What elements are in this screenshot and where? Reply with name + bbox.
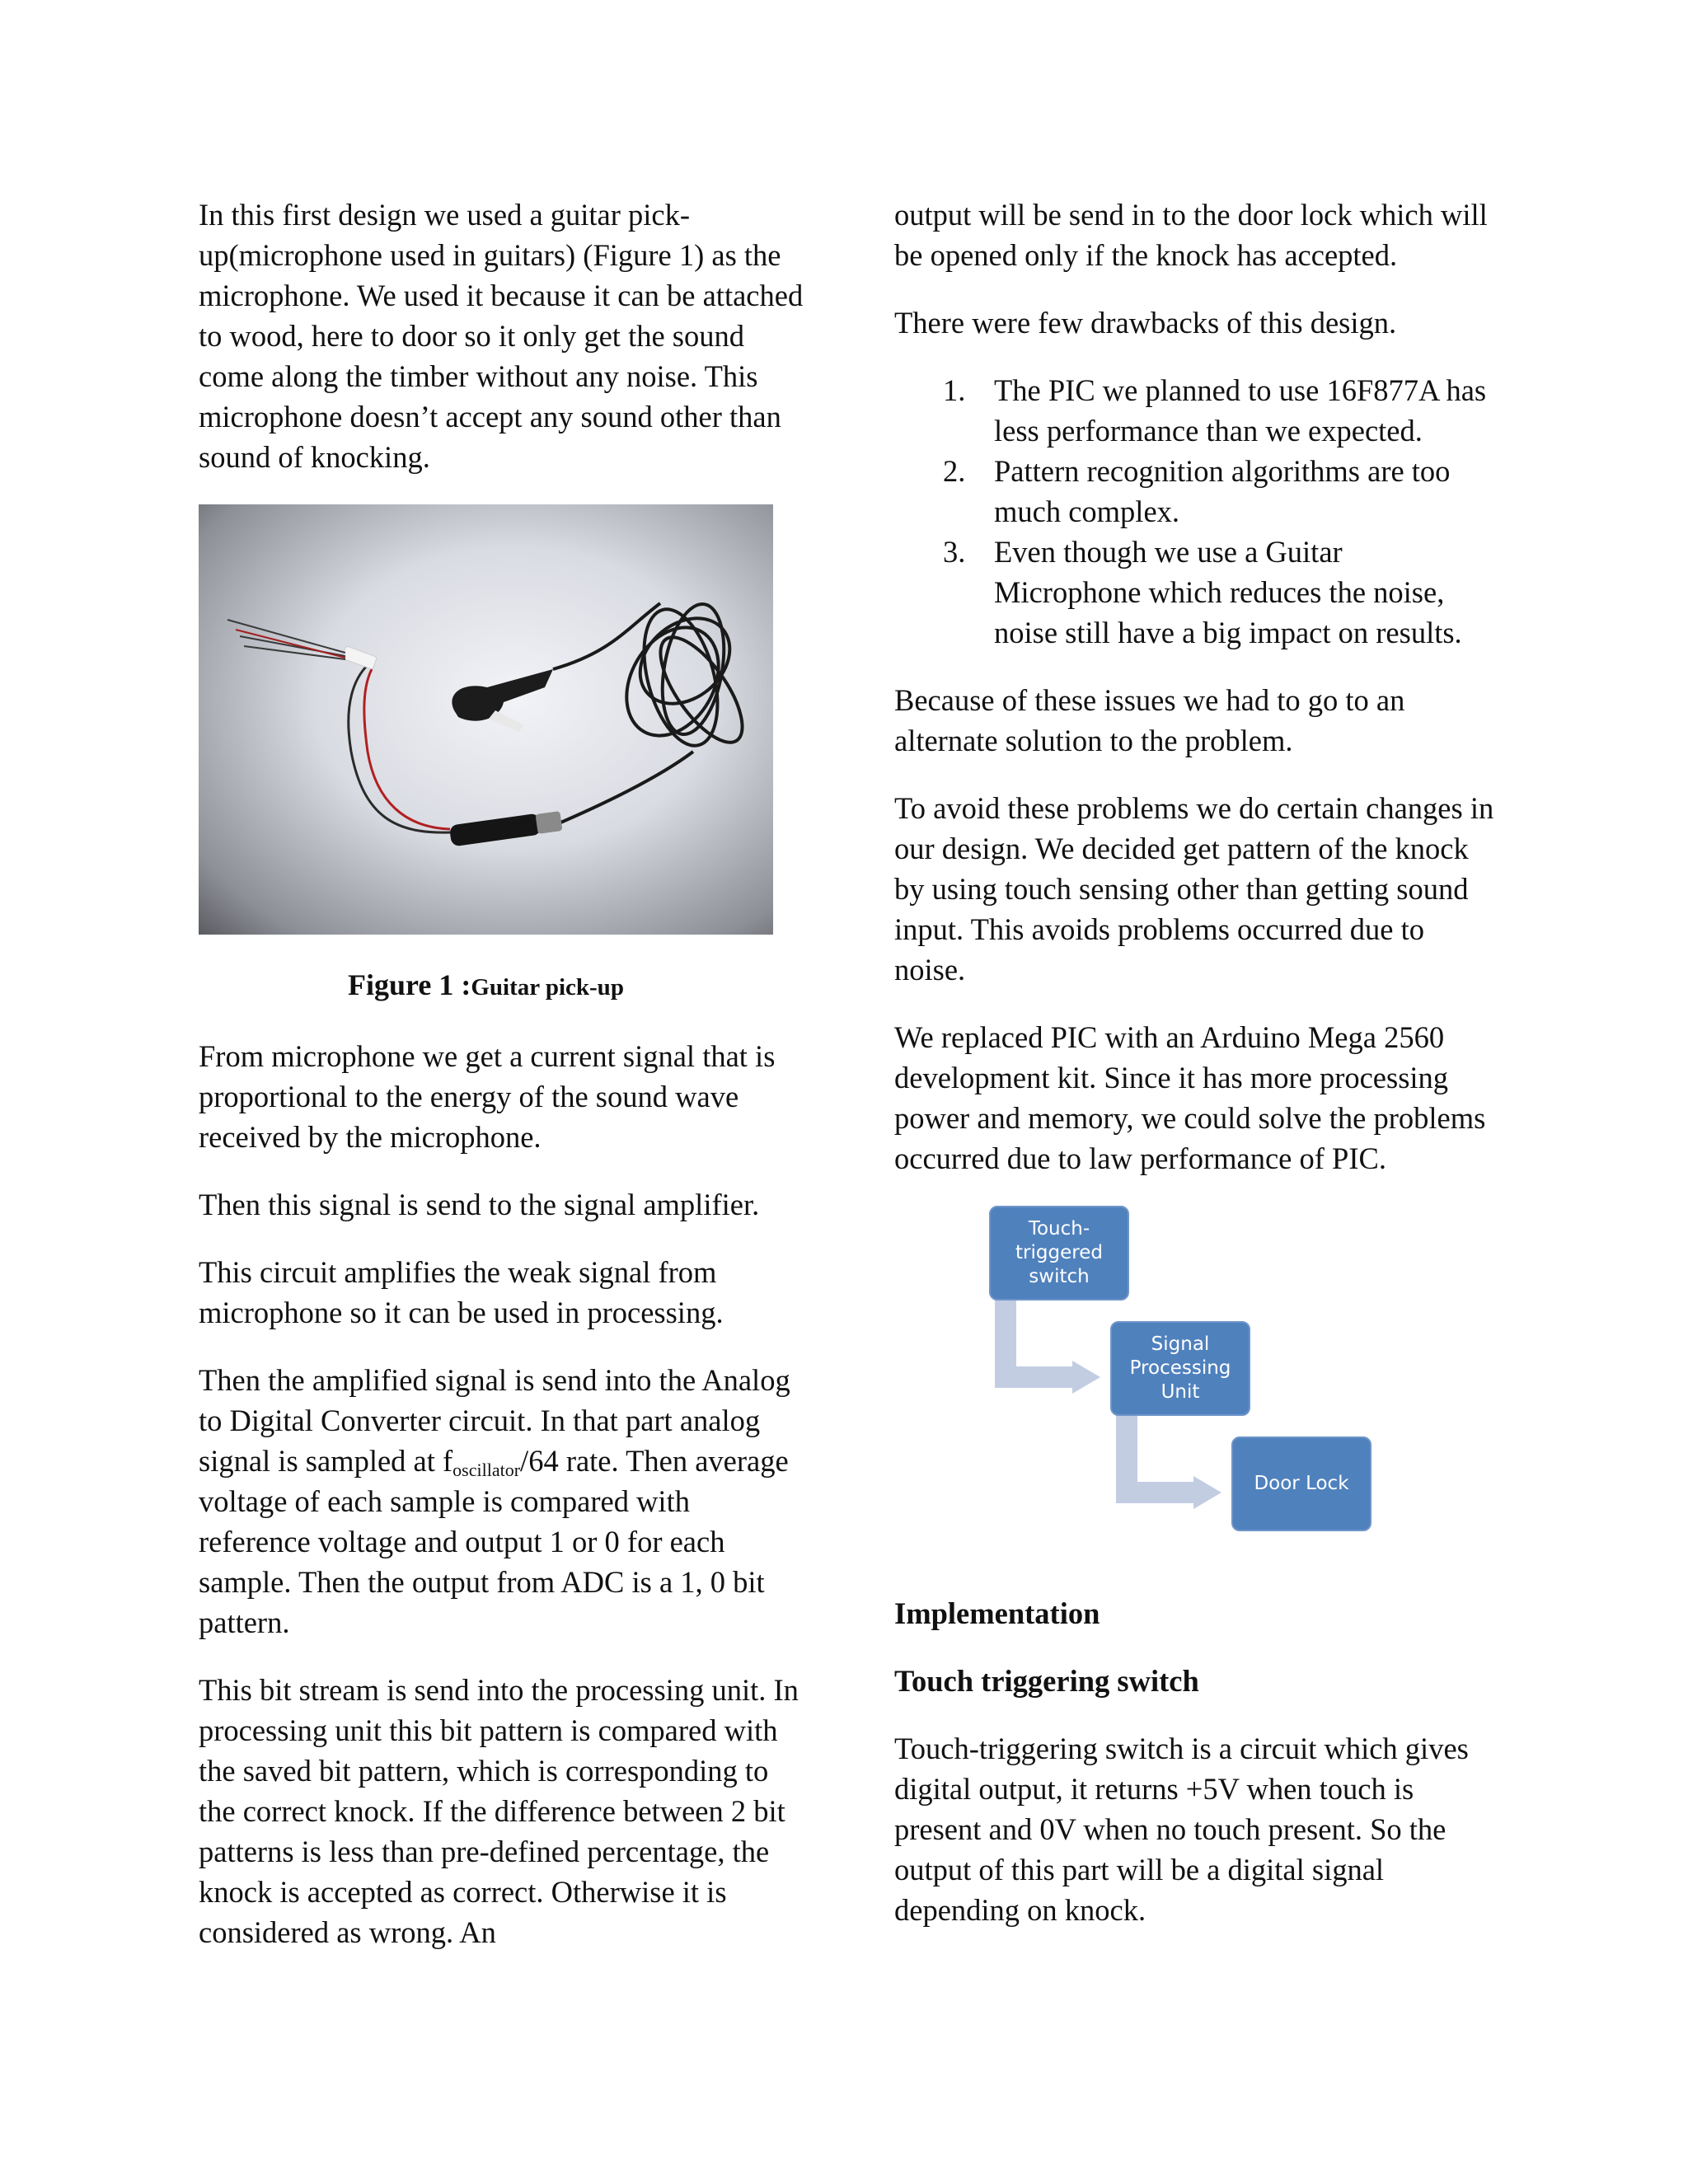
list-item xyxy=(894,370,1496,451)
drawbacks-list xyxy=(894,370,1496,653)
guitar-pickup-photo xyxy=(199,504,773,935)
paragraph-alternate-solution: Because of these issues we had to go to an alternate solution to the problem. xyxy=(894,683,1405,757)
heading-touch-switch: Touch triggering switch xyxy=(894,1664,1199,1698)
paragraph-adc xyxy=(199,1360,804,1643)
list-text: Even though we use a Guitar Microphone which reduces the noise, noise still have a big impact on results. xyxy=(994,535,1462,649)
list-number: 1. xyxy=(943,373,966,407)
oscillator-subscript: oscillator xyxy=(452,1460,521,1480)
paragraph-processing-unit: This bit stream is send into the processing unit. In processing unit this bit pattern is compared with the saved bit pattern, which is corresponding to the correct knock. If the difference between 2 bit patterns is less than pre-defined percentage, the knock is accepted as correct. Otherwise it is considered as wrong. An xyxy=(199,1673,799,1949)
figure-label: Figure 1 : xyxy=(348,968,471,1001)
left-column xyxy=(199,194,804,1980)
paragraph-signal-amplifier: Then this signal is send to the signal amplifier. xyxy=(199,1188,760,1221)
list-text: Pattern recognition algorithms are too much complex. xyxy=(994,454,1451,528)
touch-switch-box: Touch-triggered switch xyxy=(989,1206,1129,1301)
paragraph-drawbacks-intro: There were few drawbacks of this design. xyxy=(894,306,1397,340)
paragraph-door-lock-output: output will be send in to the door lock which will be opened only if the knock has accepted. xyxy=(894,198,1488,272)
process-flow-diagram xyxy=(894,1206,1496,1593)
adc-text-before: Then the amplified signal is send into the Analog to Digital Converter circuit. In that part analog signal is sampled at f xyxy=(199,1363,790,1478)
list-number: 3. xyxy=(943,535,966,569)
flow-arrow-1 xyxy=(1006,1296,1074,1377)
flow-arrow-1-head xyxy=(1072,1361,1100,1394)
paragraph-guitar-pickup: In this first design we used a guitar pick-up(microphone used in guitars) (Figure 1) as the microphone. We used it because it can be attached to wood, here to door so it only get the sound come along the timber without any noise. This microphone doesn’t accept any sound other than sound of knocking. xyxy=(199,198,804,474)
flow-arrow-2-head xyxy=(1193,1476,1221,1509)
door-lock-box: Door Lock xyxy=(1231,1436,1372,1531)
list-text: The PIC we planned to use 16F877A has less performance than we expected. xyxy=(994,373,1487,448)
signal-processing-box: Signal Processing Unit xyxy=(1110,1321,1250,1416)
heading-implementation: Implementation xyxy=(894,1596,1100,1630)
paragraph-current-signal: From microphone we get a current signal that is proportional to the energy of the sound wave received by the microphone. xyxy=(199,1039,776,1154)
paragraph-amplifier-circuit: This circuit amplifies the weak signal from microphone so it can be used in processing. xyxy=(199,1255,724,1329)
figure-caption xyxy=(199,964,773,1008)
figure-caption-text: Guitar pick-up xyxy=(471,974,624,1001)
paragraph-touch-switch: Touch-triggering switch is a circuit which gives digital output, it returns +5V when touch is present and 0V when no touch present. So the output of this part will be a digital signal depending on knock. xyxy=(894,1732,1469,1927)
flow-arrow-2 xyxy=(1127,1412,1195,1493)
adc-text-after: /64 rate. Then average voltage of each sample is compared with reference voltage and output 1 or 0 for each sample. Then the output from ADC is a 1, 0 bit pattern. xyxy=(199,1444,789,1639)
paragraph-design-changes: To avoid these problems we do certain changes in our design. We decided get pattern of the knock by using touch sensing other than getting sound input. This avoids problems occurred due to noise. xyxy=(894,791,1494,987)
list-number: 2. xyxy=(943,454,966,488)
right-column xyxy=(894,194,1496,1957)
list-item xyxy=(894,532,1496,653)
paragraph-arduino: We replaced PIC with an Arduino Mega 2560 development kit. Since it has more processing power and memory, we could solve the problems occurred due to law performance of PIC. xyxy=(894,1020,1486,1175)
list-item xyxy=(894,451,1496,532)
